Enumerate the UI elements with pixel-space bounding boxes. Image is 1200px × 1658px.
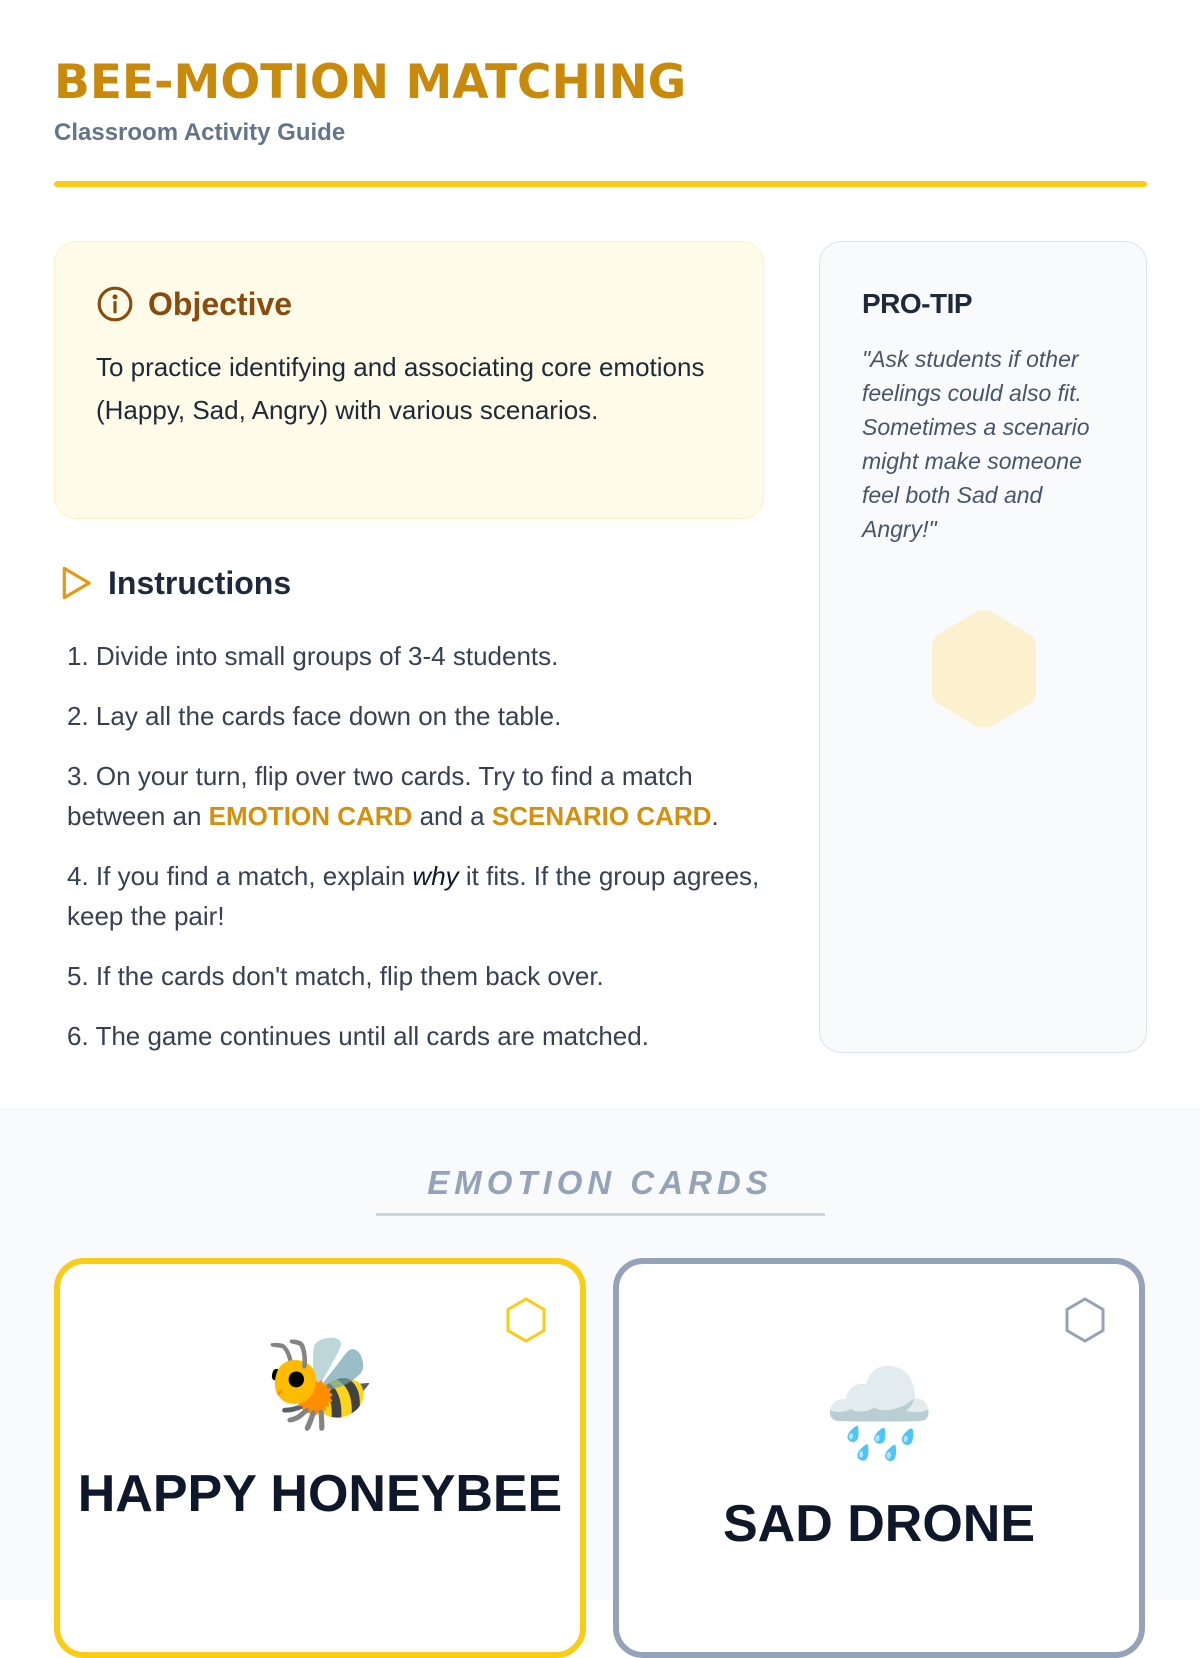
emphasis-why: why [412,861,459,891]
instruction-step [67,756,767,836]
header-divider [54,181,1147,187]
hexagon-icon [1063,1296,1107,1344]
page-header [54,52,1147,148]
protip-text: "Ask students if other feelings could also fit. Sometimes a scenario might make someone feel both Sad and Angry!" [862,346,1090,542]
bee-icon: 🐝 [263,1334,377,1434]
emotion-card-highlight: EMOTION CARD [208,801,413,831]
protip-box [819,241,1147,1053]
objective-header [96,284,723,324]
emotion-cards-title: EMOTION CARDS [427,1164,773,1201]
protip-title: PRO-TIP [862,288,973,319]
instruction-step: 6. The game continues until all cards are matched. [67,1021,649,1051]
emotion-card-happy[interactable] [54,1258,586,1658]
emotion-card-sad[interactable] [613,1258,1145,1658]
page-subtitle: Classroom Activity Guide [54,119,346,146]
scenario-card-highlight: SCENARIO CARD [491,801,712,831]
instruction-step: 1. Divide into small groups of 3-4 students. [67,641,559,671]
card-name: HAPPY HONEYBEE [77,1465,563,1523]
page-title: BEE-MOTION MATCHING [54,55,687,110]
rain-cloud-icon: 🌧️ [822,1364,936,1464]
instruction-step: 5. If the cards don't match, flip them back over. [67,961,604,991]
step-text: it fits. If the group agrees, keep the pair! [67,861,760,931]
play-triangle-icon [58,564,94,602]
step-text: 4. If you find a match, explain [67,861,413,891]
step-text: 3. On your turn, flip over two cards. Try to find a match between an [67,761,693,831]
objective-box [54,241,764,519]
instructions-title: Instructions [108,564,292,601]
step-text: and a [412,801,492,831]
emotion-cards-divider [376,1213,825,1216]
instructions-list [67,636,767,1076]
objective-text: To practice identifying and associating core emotions (Happy, Sad, Angry) with various scenarios. [96,352,705,425]
hexagon-icon [927,607,1041,731]
step-text: . [711,801,719,831]
card-name: SAD DRONE [722,1495,1036,1553]
info-circle-icon [96,285,134,323]
objective-title: Objective [148,285,293,322]
instruction-step [67,856,767,936]
instruction-step: 2. Lay all the cards face down on the table. [67,701,562,731]
instructions-header [58,564,291,602]
